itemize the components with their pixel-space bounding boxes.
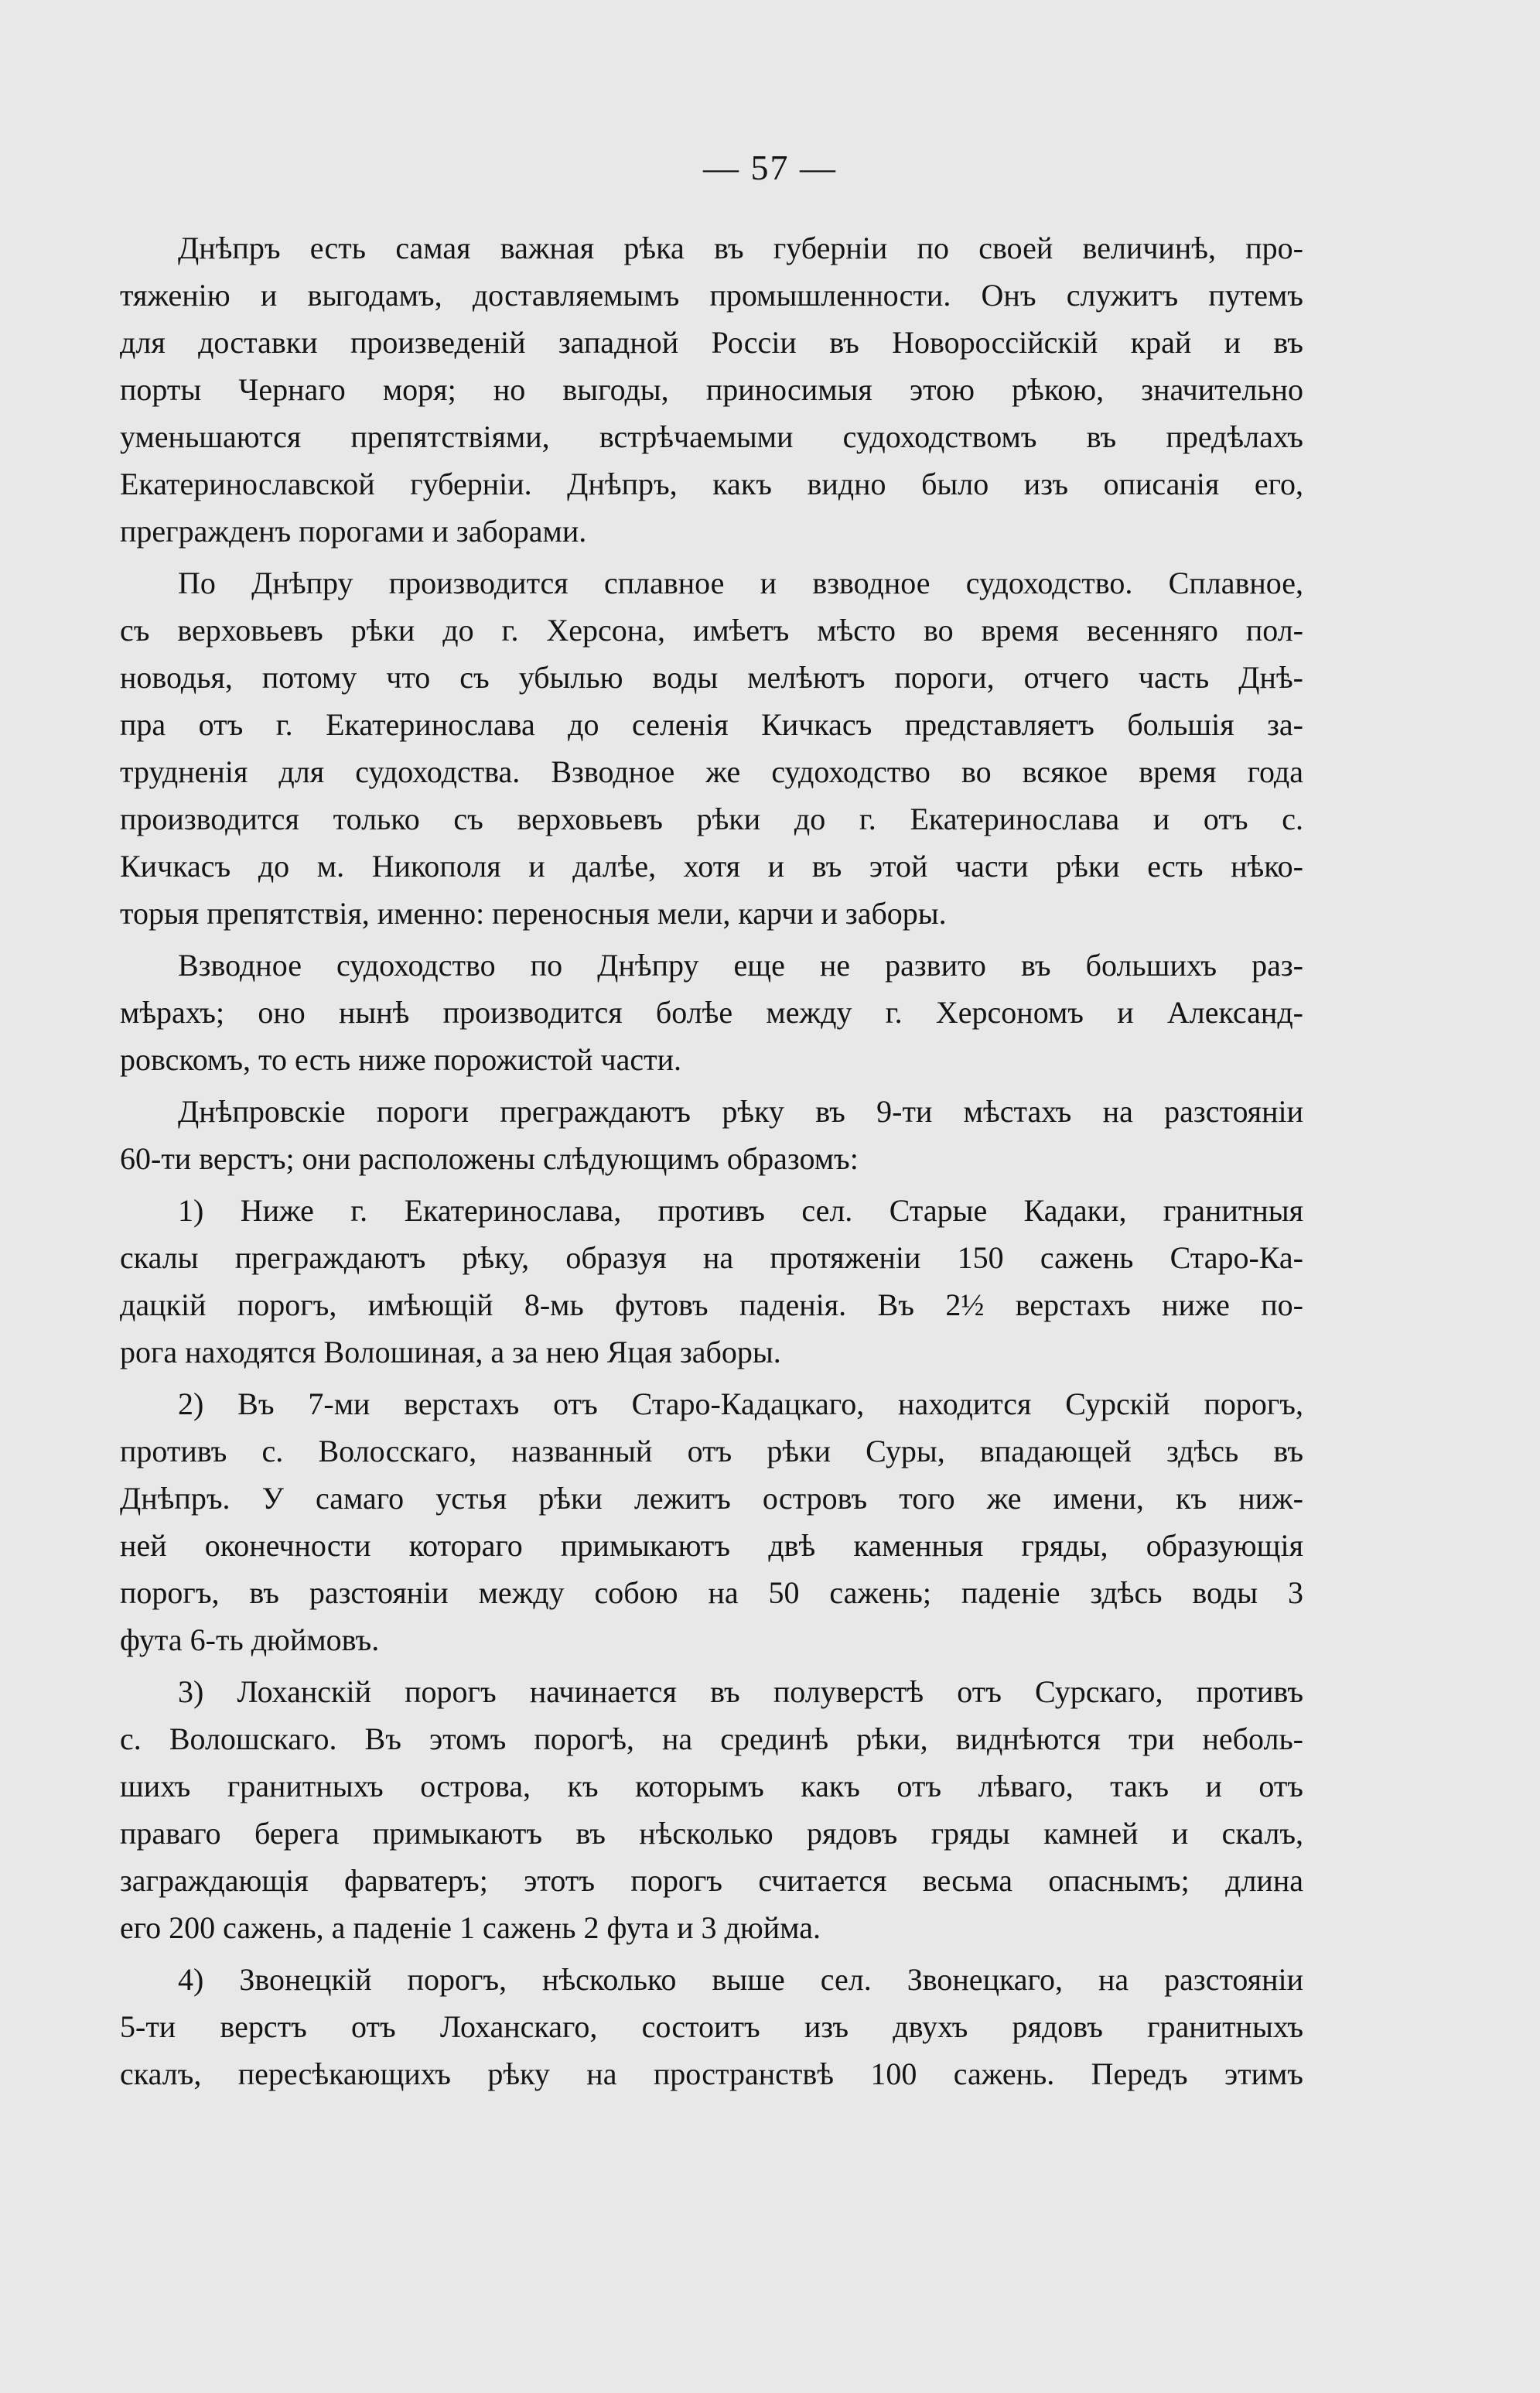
text-line: уменьшаются препятствіями, встрѣчаемыми судоходствомъ въ предѣлахъ: [120, 419, 1303, 454]
text-line: скалы преграждаютъ рѣку, образуя на протяженіи 150 сажень Старо-Ка-: [120, 1240, 1303, 1275]
text-line: Екатеринославской губерніи. Днѣпръ, какъ видно было изъ описанія его,: [120, 467, 1303, 501]
text-line: фута 6-ть дюймовъ.: [120, 1622, 380, 1657]
paragraph: [120, 942, 1303, 1083]
text-line: ровскомъ, то есть ниже порожистой части.: [120, 1042, 681, 1077]
text-line: 3) Лоханскій порогъ начинается въ полуверстѣ отъ Сурскаго, противъ: [178, 1674, 1303, 1709]
text-line: заграждающія фарватеръ; этотъ порогъ считается весьма опаснымъ; длина: [120, 1863, 1303, 1898]
text-line: торыя препятствія, именно: переносныя мели, карчи и заборы.: [120, 896, 947, 931]
text-line: прегражденъ порогами и заборами.: [120, 514, 587, 549]
text-line: новодья, потому что съ убылью воды мелѣютъ пороги, отчего часть Днѣ-: [120, 660, 1303, 695]
text-line: 5-ти верстъ отъ Лоханскаго, состоитъ изъ двухъ рядовъ гранитныхъ: [120, 2009, 1303, 2044]
text-line: Днѣпръ. У самаго устья рѣки лежитъ островъ того же имени, къ ниж-: [120, 1481, 1303, 1516]
text-line: Взводное судоходство по Днѣпру еще не развито въ большихъ раз-: [178, 948, 1303, 983]
page-number: — 57 —: [703, 148, 837, 187]
body-text: [120, 224, 1303, 2102]
text-line: дацкій порогъ, имѣющій 8-мь футовъ паденія. Въ 2½ верстахъ ниже по-: [120, 1287, 1303, 1322]
text-line: 1) Ниже г. Екатеринослава, противъ сел. Старые Кадаки, гранитныя: [178, 1193, 1303, 1228]
text-line: для доставки произведеній западной Россіи въ Новороссійскій край и въ: [120, 325, 1303, 360]
text-line: Кичкасъ до м. Никополя и далѣе, хотя и въ этой части рѣки есть нѣко-: [120, 849, 1303, 884]
text-line: праваго берега примыкаютъ въ нѣсколько рядовъ гряды камней и скалъ,: [120, 1816, 1303, 1851]
text-line: шихъ гранитныхъ острова, къ которымъ какъ отъ лѣваго, такъ и отъ: [120, 1769, 1303, 1803]
text-line: 4) Звонецкій порогъ, нѣсколько выше сел. Звонецкаго, на разстояніи: [178, 1962, 1303, 1997]
paragraph: [120, 1088, 1303, 1182]
text-line: Днѣпръ есть самая важная рѣка въ губерніи по своей величинѣ, про-: [178, 231, 1303, 265]
text-line: с. Волошскаго. Въ этомъ порогѣ, на срединѣ рѣки, виднѣются три неболь-: [120, 1721, 1303, 1756]
text-line: 2) Въ 7-ми верстахъ отъ Старо-Кадацкаго, находится Сурскій порогъ,: [178, 1386, 1303, 1421]
text-line: производится только съ верховьевъ рѣки до г. Екатеринослава и отъ с.: [120, 802, 1303, 836]
text-line: съ верховьевъ рѣки до г. Херсона, имѣетъ мѣсто во время весенняго пол-: [120, 613, 1303, 648]
text-line: ней оконечности котораго примыкаютъ двѣ каменныя гряды, образующія: [120, 1528, 1303, 1563]
text-line: Днѣпровскіе пороги преграждаютъ рѣку въ 9-ти мѣстахъ на разстояніи: [178, 1094, 1303, 1129]
paragraph: [120, 1668, 1303, 1951]
text-line: рога находятся Волошиная, а за нею Яцая заборы.: [120, 1335, 781, 1369]
text-line: По Днѣпру производится сплавное и взводное судоходство. Сплавное,: [178, 566, 1303, 600]
text-line: 60-ти верстъ; они расположены слѣдующимъ образомъ:: [120, 1141, 859, 1176]
text-line: его 200 сажень, а паденіе 1 сажень 2 фута и 3 дюйма.: [120, 1910, 821, 1945]
text-line: порогъ, въ разстояніи между собою на 50 сажень; паденіе здѣсь воды 3: [120, 1575, 1303, 1610]
text-line: мѣрахъ; оно нынѣ производится болѣе между г. Херсономъ и Александ-: [120, 995, 1303, 1030]
paragraph: [120, 224, 1303, 555]
text-line: пра отъ г. Екатеринослава до селенія Кичкасъ представляетъ большія за-: [120, 707, 1303, 742]
text-line: трудненія для судоходства. Взводное же судоходство во всякое время года: [120, 754, 1303, 789]
text-line: скалъ, пересѣкающихъ рѣку на пространствѣ 100 сажень. Передъ этимъ: [120, 2056, 1303, 2091]
paragraph: [120, 1187, 1303, 1376]
text-line: тяженію и выгодамъ, доставляемымъ промышленности. Онъ служитъ путемъ: [120, 278, 1303, 313]
paragraph: [120, 1956, 1303, 2097]
text-line: порты Чернаго моря; но выгоды, приносимыя этою рѣкою, значительно: [120, 372, 1303, 407]
paragraph: [120, 1380, 1303, 1663]
paragraph: [120, 559, 1303, 937]
text-line: противъ с. Волосскаго, названный отъ рѣки Суры, впадающей здѣсь въ: [120, 1434, 1303, 1468]
